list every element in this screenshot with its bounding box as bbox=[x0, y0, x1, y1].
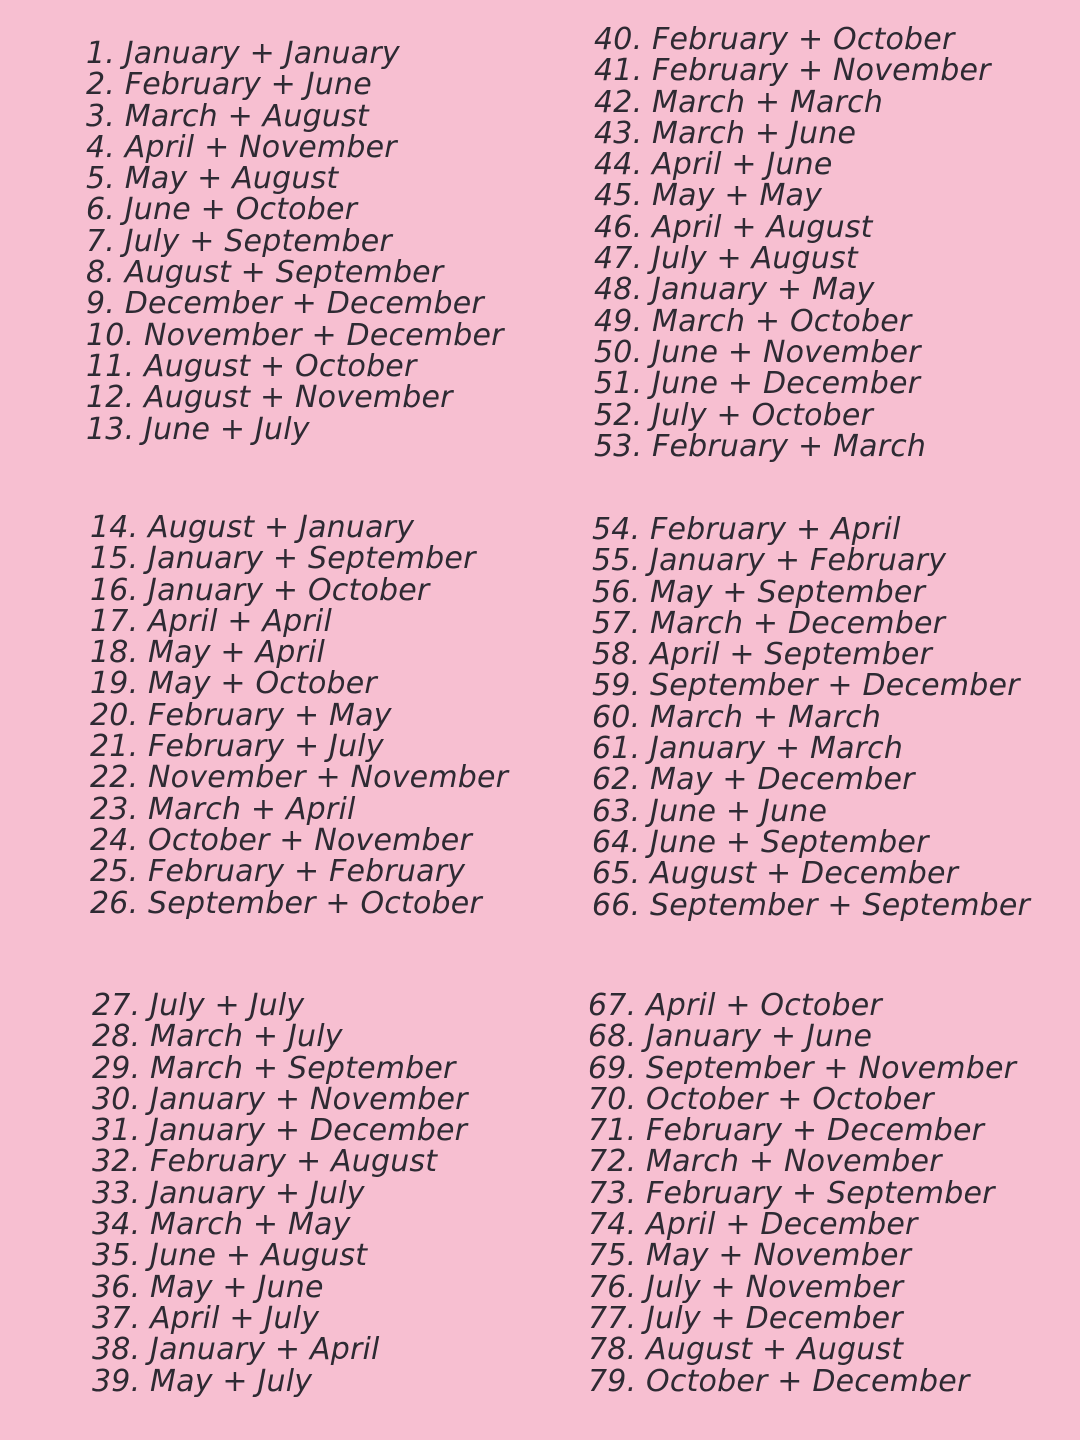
list-item: 9. December + December bbox=[86, 286, 484, 322]
list-item: 49. March + October bbox=[594, 303, 912, 339]
list-item: 51. June + December bbox=[594, 366, 921, 402]
list-item: 42. March + March bbox=[594, 84, 884, 120]
list-group-27-39 bbox=[92, 990, 468, 1397]
list-item: 14. August + January bbox=[90, 510, 415, 545]
list-item: 41. February + November bbox=[594, 53, 991, 89]
list-item: 33. January + July bbox=[92, 1175, 365, 1211]
list-item: 27. July + July bbox=[92, 988, 305, 1023]
list-item: 39. May + July bbox=[92, 1363, 313, 1399]
list-item: 53. February + March bbox=[594, 428, 927, 464]
list-item: 52. July + October bbox=[594, 397, 874, 433]
list-group-54-66 bbox=[592, 514, 1030, 921]
list-item: 19. May + October bbox=[90, 666, 377, 702]
list-item: 74. April + December bbox=[588, 1207, 918, 1243]
list-item: 58. April + September bbox=[592, 637, 933, 673]
list-item: 34. March + May bbox=[92, 1207, 351, 1243]
list-group-67-79 bbox=[588, 990, 1016, 1397]
list-item: 37. April + July bbox=[92, 1300, 320, 1336]
list-item: 22. November + November bbox=[90, 760, 509, 796]
list-item: 40. February + October bbox=[594, 22, 955, 57]
list-item: 46. April + August bbox=[594, 209, 873, 245]
list-item: 72. March + November bbox=[588, 1144, 942, 1180]
list-item: 64. June + September bbox=[592, 824, 929, 860]
list-item: 8. August + September bbox=[86, 255, 444, 291]
list-item: 3. March + August bbox=[86, 98, 369, 134]
list-item: 68. January + June bbox=[588, 1019, 873, 1055]
list-item: 20. February + May bbox=[90, 697, 392, 733]
list-item: 10. November + December bbox=[86, 317, 504, 353]
list-item: 70. October + October bbox=[588, 1081, 934, 1117]
list-item: 61. January + March bbox=[592, 731, 904, 767]
list-item: 2. February + June bbox=[86, 67, 372, 103]
list-item: 77. July + December bbox=[588, 1300, 903, 1336]
list-item: 31. January + December bbox=[92, 1113, 468, 1149]
list-item: 21. February + July bbox=[90, 729, 384, 765]
list-item: 11. August + October bbox=[86, 348, 417, 384]
list-item: 12. August + November bbox=[86, 380, 453, 416]
list-item: 15. January + September bbox=[90, 541, 476, 577]
list-item: 26. September + October bbox=[90, 885, 482, 921]
list-item: 48. January + May bbox=[594, 272, 875, 308]
list-item: 17. April + April bbox=[90, 603, 332, 639]
list-item: 76. July + November bbox=[588, 1269, 904, 1305]
list-item: 71. February + December bbox=[588, 1113, 985, 1149]
list-item: 30. January + November bbox=[92, 1081, 468, 1117]
list-group-1-13 bbox=[86, 38, 504, 445]
list-item: 79. October + December bbox=[588, 1363, 970, 1399]
list-item: 25. February + February bbox=[90, 854, 466, 890]
list-group-14-26 bbox=[90, 512, 508, 919]
list-group-40-53 bbox=[594, 24, 991, 462]
list-item: 69. September + November bbox=[588, 1050, 1017, 1086]
list-item: 50. June + November bbox=[594, 334, 921, 370]
list-item: 44. April + June bbox=[594, 147, 833, 183]
list-item: 73. February + September bbox=[588, 1175, 995, 1211]
list-item: 57. March + December bbox=[592, 605, 946, 641]
list-item: 23. March + April bbox=[90, 791, 356, 827]
list-item: 18. May + April bbox=[90, 635, 326, 671]
list-item: 54. February + April bbox=[592, 512, 901, 547]
list-item: 38. January + April bbox=[92, 1332, 380, 1368]
list-item: 6. June + October bbox=[86, 192, 358, 228]
list-item: 56. May + September bbox=[592, 574, 926, 610]
list-item: 36. May + June bbox=[92, 1269, 324, 1305]
list-item: 13. June + July bbox=[86, 411, 310, 447]
list-item: 43. March + June bbox=[594, 115, 857, 151]
list-item: 60. March + March bbox=[592, 699, 882, 735]
list-item: 45. May + May bbox=[594, 178, 823, 214]
list-item: 7. July + September bbox=[86, 223, 392, 259]
list-item: 32. February + August bbox=[92, 1144, 438, 1180]
list-item: 28. March + July bbox=[92, 1019, 343, 1055]
list-item: 65. August + December bbox=[592, 856, 959, 892]
list-item: 47. July + August bbox=[594, 241, 858, 277]
list-item: 24. October + November bbox=[90, 822, 472, 858]
list-item: 1. January + January bbox=[86, 36, 400, 71]
list-item: 63. June + June bbox=[592, 793, 828, 829]
list-item: 75. May + November bbox=[588, 1238, 912, 1274]
list-item: 66. September + September bbox=[592, 887, 1031, 923]
list-item: 59. September + December bbox=[592, 668, 1020, 704]
list-item: 29. March + September bbox=[92, 1050, 456, 1086]
list-item: 55. January + February bbox=[592, 543, 947, 579]
list-item: 4. April + November bbox=[86, 129, 397, 165]
list-item: 78. August + August bbox=[588, 1332, 904, 1368]
list-item: 62. May + December bbox=[592, 762, 915, 798]
list-item: 5. May + August bbox=[86, 161, 339, 197]
list-item: 67. April + October bbox=[588, 988, 882, 1023]
list-item: 35. June + August bbox=[92, 1238, 368, 1274]
list-item: 16. January + October bbox=[90, 572, 430, 608]
